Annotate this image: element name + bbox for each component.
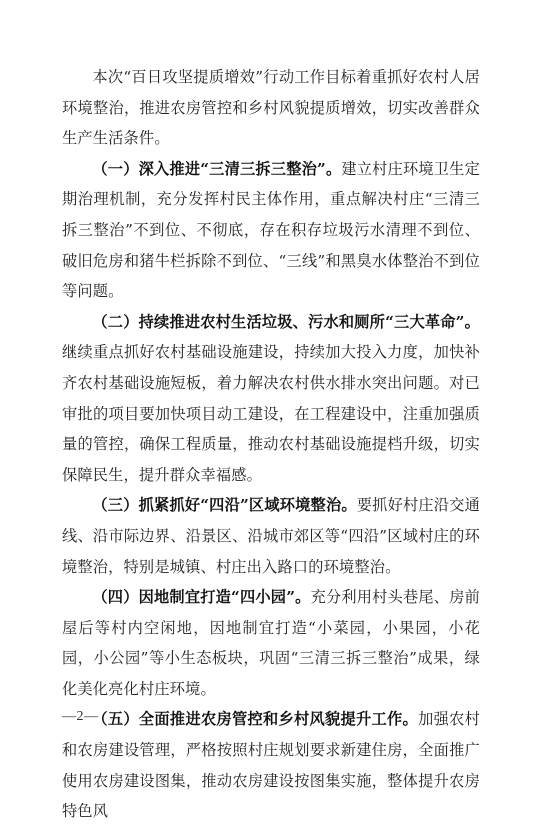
section-paragraph-1 (62, 154, 480, 307)
page-number: —2— (62, 709, 99, 724)
section-heading-2: （二）持续推进农村生活垃圾、污水和厕所“三大革命”。 (92, 312, 480, 331)
section-paragraph-3 (62, 490, 480, 582)
section-text-2: 继续重点抓好农村基础设施建设，持续加大投入力度，加快补齐农村基础设施短板，着力解决农村供水排水突出问题。对已审批的项目要加快项目动工建设，在工程建设中，注重加强质量的管控，确保工程质量，推动农村基础设施提档升级，切实保障民生，提升群众幸福感。 (62, 343, 480, 484)
section-text-3: 要抓好村庄沿交通线、沿市际边界、沿景区、沿城市郊区等“四沿”区域村庄的环境整治，特别是城镇、村庄出入路口的环境整治。 (62, 496, 480, 576)
section-heading-3: （三）抓紧抓好“四沿”区域环境整治。 (92, 496, 357, 515)
section-heading-5: （五）全面推进农房管控和乡村风貌提升工作。 (92, 710, 419, 729)
section-text-1: 建立村庄环境卫生定期治理机制，充分发挥村民主体作用，重点解决村庄“三清三拆三整治”不到位、不彻底，存在积存垃圾污水清理不到位、破旧危房和猪牛栏拆除不到位、“三线”和黑臭水体整治不到位等问题。 (62, 159, 480, 301)
section-text-4: 充分利用村头巷尾、房前屋后等村内空闲地，因地制宜打造“小菜园，小果园，小花园，小公园”等小生态板块，巩固“三清三拆三整治”成果，绿化美化亮化村庄环境。 (62, 588, 480, 698)
section-paragraph-5 (62, 704, 480, 826)
section-text-5: 加强农村和农房建设管理，严格按照村庄规划要求新建住房，全面推广使用农房建设图集，推动农房建设按图集实施，整体提升农房特色风 (62, 710, 480, 821)
section-paragraph-4 (62, 582, 480, 704)
section-heading-4: （四）因地制宜打造“四小园”。 (92, 588, 311, 607)
document-body (62, 62, 480, 827)
section-paragraph-2 (62, 307, 480, 491)
intro-paragraph: 本次“百日攻坚提质增效”行动工作目标着重抓好农村人居环境整治，推进农房管控和乡村风貌提质增效，切实改善群众生产生活条件。 (62, 68, 480, 148)
section-heading-1: （一）深入推进“三清三拆三整治”。 (92, 159, 342, 178)
